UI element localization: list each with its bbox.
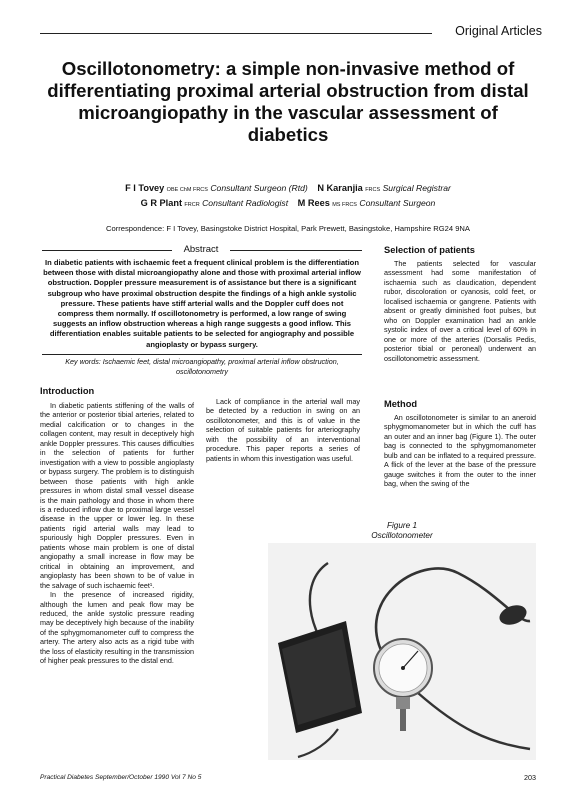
keywords: Key words: Ischaemic feet, distal microangiopathy, proximal arterial inflow obstruction, oscillotonometry (65, 357, 339, 376)
author-line-1 (40, 182, 536, 197)
author-role: Consultant Radiologist (202, 197, 289, 208)
abstract-rule-left (42, 250, 172, 251)
method-body (384, 413, 536, 489)
author-quals: FRCR (184, 201, 200, 208)
abstract-rule-bottom (42, 354, 362, 355)
middle-column-body (206, 397, 360, 463)
figure-label: Figure 1 (386, 521, 418, 530)
correspondence: Correspondence: F I Tovey, Basingstoke District Hospital, Park Prewett, Basingstoke, Hampshire RG24 9NA (106, 224, 470, 233)
header-rule (40, 33, 432, 34)
page-number: 203 (524, 773, 536, 782)
abstract-heading: Abstract (183, 244, 219, 255)
figure-caption (268, 521, 536, 541)
paragraph: The patients selected for vascular assessment had some manifestation of ischaemia such as claudication, dependent rubor, discoloration or cyanosis, cold feet, or localised ischaemia or gangrene. Patients with absent or greatly diminished foot pulses, but who on Doppler examination had an ankle systolic index of over a critical level of 60% in one or more of the arteries (Dorsalis Pedis, posterior tibial or peroneal) underwent an oscillotonometric assessment. (384, 259, 536, 363)
author-quals: MS FRCS (332, 201, 357, 208)
paragraph: In diabetic patients stiffening of the walls of the anterior or posterior tibial arteries, related to medial calcification or to changes in the collagen content, may result in deceptively high ankle Doppler pressures. This causes difficulties in the selection of patients for further investigation with a view to possible angioplasty or bypass surgery. The problem is to distinguish between those patients with high ankle pressures in whom distal small vessel disease is the main pathology and those in whom there is a reduced inflow due to proximal large vessel disease in the upper or lower leg. In these patients rigid arterial walls may lead to spuriously high Doppler pressures. Even in patients whose main problem is one of distal angiopathy a small increase in flow may be critical in obtaining an improvement, and angioplasty has been shown to be of value in the salvage of such ischaemic feet¹. (40, 401, 194, 590)
article-title: Oscillotonometry: a simple non-invasive method of differentiating proximal arterial obstruction from distal microangiopathy in the vascular assessment of diabetics (47, 58, 529, 145)
author-name: N Karanjia (317, 183, 363, 193)
selection-heading: Selection of patients (384, 245, 475, 255)
figure-title: Oscillotonometer (371, 531, 433, 540)
introduction-heading: Introduction (40, 386, 95, 396)
introduction-body (40, 401, 194, 666)
author-line-2 (40, 197, 536, 212)
paragraph: Lack of compliance in the arterial wall may be detected by a reduction in swing on an oscillotonometer, and this is of value in the selection of suitable patients for arteriography with the possibility of an interventional procedure. This paper reports a series of patients in whom this investigation was useful. (206, 397, 360, 463)
abstract-text: In diabetic patients with ischaemic feet a frequent clinical problem is the differentiation between those with distal microangiopathy alone and those with proximal arterial inflow obstruction. Doppler pressure measurement is of assistance but there is a significant subgroup who have proximal obstruction despite the findings of a high ankle systolic pressure. These patients have stiff arterial walls and the Doppler cuff does not compress them normally. If oscillotonometry is performed, a low range of swing suggests an inflow obstruction whereas a high range suggests a good inflow. This differentiation enables suitable patients to be selected for angiography and possible angioplasty or bypass surgery. (43, 258, 361, 349)
paragraph: An oscillotonometer is similar to an aneroid sphygmomanometer but in which the cuff has an outer and an inner bag (Figure 1). The outer bag is connected to the sphygmomanometer bulb and can be inflated to a required pressure. A flick of the lever at the base of the pressure gauge switches it from the outer to the inner bag, when the swing of the (384, 413, 536, 489)
abstract-rule-right (230, 250, 362, 251)
author-name: F I Tovey (125, 183, 165, 193)
section-label: Original Articles (455, 24, 542, 38)
selection-body (384, 259, 536, 363)
footer-journal: Practical Diabetes September/October 1990 Vol 7 No 5 (40, 774, 202, 781)
author-role: Surgical Registrar (382, 183, 451, 193)
author-list (40, 182, 536, 211)
author-name: G R Plant (140, 197, 183, 208)
paragraph: In the presence of increased rigidity, although the lumen and peak flow may be reduced, the ankle systolic pressure reading may be deceptively high because of the inability of the sphygmomanometer cuff to compress the artery. The artery also acts as a rigid tube with the loss of elasticity resulting in the transmission of higher peak pressures to the distal end. (40, 590, 194, 666)
author-role: Consultant Surgeon (359, 197, 436, 208)
author-quals: OBE ChM FRCS (166, 187, 208, 193)
oscillotonometer-photo (268, 543, 536, 760)
author-name: M Rees (297, 197, 330, 208)
author-role: Consultant Surgeon (Rtd) (210, 183, 308, 193)
method-heading: Method (384, 399, 418, 409)
author-quals: FRCS (365, 187, 381, 193)
